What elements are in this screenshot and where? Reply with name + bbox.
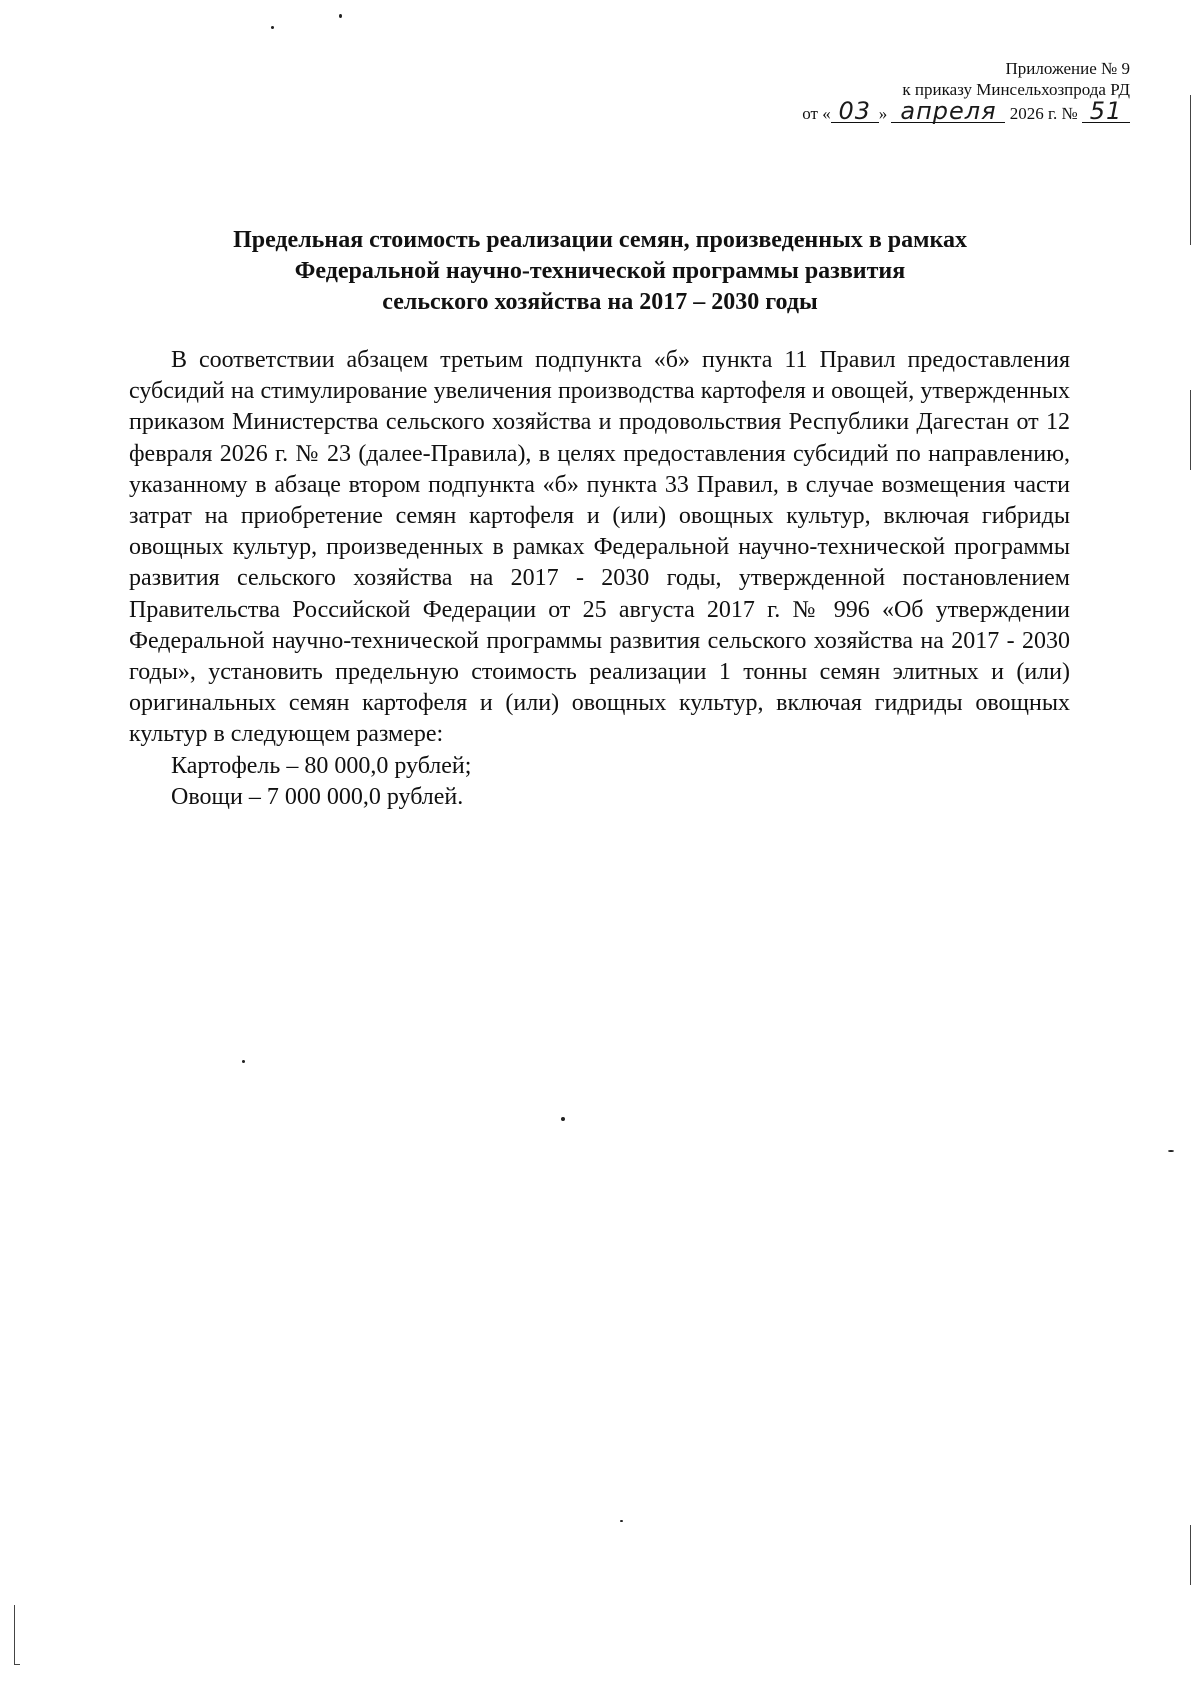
appendix-number: Приложение № 9	[1005, 59, 1130, 78]
scan-edge-line	[1190, 1525, 1191, 1585]
scan-edge-line	[14, 1605, 15, 1665]
scan-speck	[339, 14, 342, 18]
order-reference: к приказу Минсельхозпрода РД	[902, 80, 1130, 99]
scan-speck	[1168, 1150, 1174, 1152]
document-body	[129, 345, 1070, 813]
handwritten-day: 03	[831, 100, 879, 123]
price-vegetables: Овощи – 7 000 000,0 рублей.	[171, 783, 464, 810]
document-title	[120, 225, 1080, 318]
date-year: 2026 г. №	[1009, 104, 1078, 123]
order-date-line	[710, 97, 1130, 125]
scan-speck	[242, 1060, 245, 1063]
title-line-2: Федеральной научно-технической программы развития	[294, 258, 906, 284]
price-potato: Картофель – 80 000,0 рублей;	[171, 752, 472, 779]
scan-speck	[561, 1117, 565, 1121]
scan-edge-line	[1190, 95, 1191, 245]
scan-speck	[271, 26, 274, 29]
scan-speck	[620, 1520, 623, 1522]
handwritten-order-number: 51	[1082, 100, 1130, 123]
scan-edge-line	[1190, 390, 1191, 470]
handwritten-month: апреля	[891, 100, 1005, 123]
main-paragraph: В соответствии абзацем третьим подпункта «б» пункта 11 Правил предоставления субсидий на стимулирование увеличения производства картофеля и овощей, утвержденных приказом Министерства сельского хозяйства и продовольствия Республики Дагестан от 12 февраля 2026 г. № 23 (далее-Правила), в целях предоставления субсидий по направлению, указанному в абзаце втором подпункта «б» пункта 33 Правил, в случае возмещения части затрат на приобретение семян картофеля и (или) овощных культур, включая гибриды овощных культур, произведенных в рамках Федеральной научно-технической программы развития сельского хозяйства на 2017 - 2030 годы, утвержденной постановлением Правительства Российской Федерации от 25 августа 2017 г. № 996 «Об утверждении Федеральной научно-технической программы развития сельского хозяйства на 2017 - 2030 годы», установить предельную стоимость реализации 1 тонны семян элитных и (или) оригинальных семян картофеля и (или) овощных культур, включая гидриды овощных культур в следующем размере:	[129, 347, 1070, 748]
scan-edge-line	[14, 1664, 20, 1665]
title-line-1: Предельная стоимость реализации семян, произведенных в рамках	[233, 227, 967, 253]
title-line-3: сельского хозяйства на 2017 – 2030 годы	[382, 289, 818, 315]
date-quote-close: »	[878, 104, 888, 123]
date-prefix: от «	[802, 104, 831, 123]
appendix-header	[710, 58, 1130, 124]
